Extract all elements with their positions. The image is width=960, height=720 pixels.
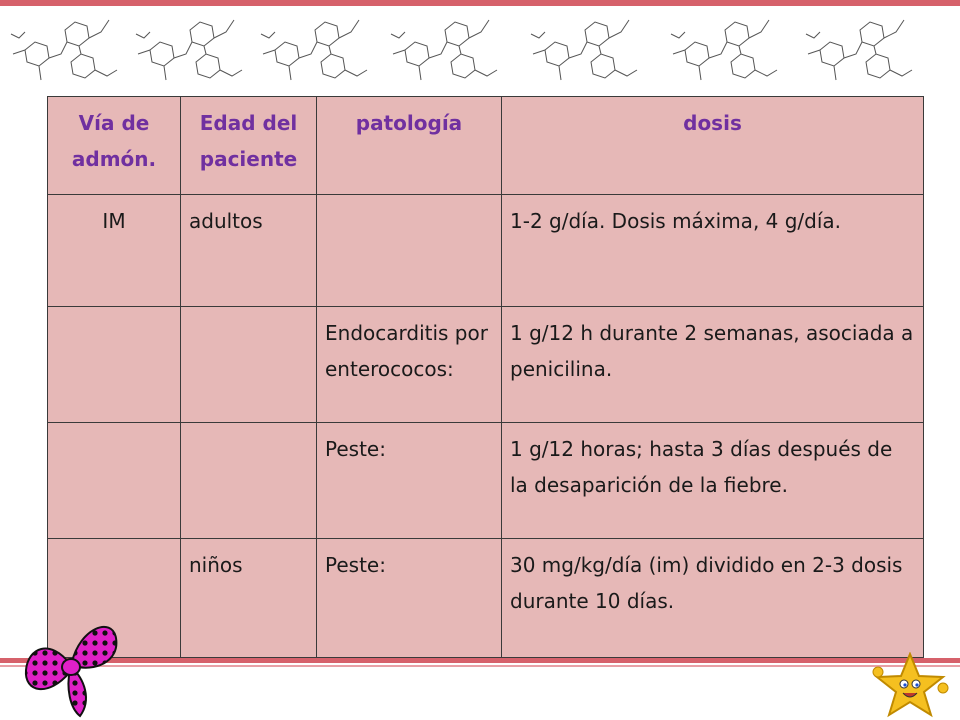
header-dosis: dosis	[502, 97, 924, 195]
bottom-accent-bar	[0, 658, 960, 663]
header-via: Vía de admón.	[48, 97, 181, 195]
header-edad: Edad del paciente	[181, 97, 317, 195]
table-row	[48, 307, 924, 423]
chemical-structure-icon	[525, 10, 645, 94]
polka-dot-bow-icon	[20, 608, 120, 720]
cell-edad: adultos	[181, 195, 317, 307]
chemical-structure-icon	[800, 10, 920, 94]
cell-dosis: 1 g/12 horas; hasta 3 días después de la desaparición de la fiebre.	[502, 423, 924, 539]
cell-edad	[181, 423, 317, 539]
chemical-structure-icon	[5, 10, 125, 94]
table-row	[48, 195, 924, 307]
cell-edad: niños	[181, 539, 317, 658]
cell-patologia: Peste:	[317, 539, 502, 658]
table-row	[48, 539, 924, 658]
cell-patologia: Peste:	[317, 423, 502, 539]
bottom-accent-line	[0, 665, 960, 667]
chemical-structure-icon	[130, 10, 250, 94]
chemical-structure-icon	[385, 10, 505, 94]
chemical-structure-strip	[0, 6, 960, 96]
cell-edad	[181, 307, 317, 423]
cell-dosis: 30 mg/kg/día (im) dividido en 2-3 dosis durante 10 días.	[502, 539, 924, 658]
table-header-row	[48, 97, 924, 195]
cell-dosis: 1-2 g/día. Dosis máxima, 4 g/día.	[502, 195, 924, 307]
chemical-structure-icon	[665, 10, 785, 94]
cell-patologia: Endocarditis por enterococos:	[317, 307, 502, 423]
dosage-table	[47, 96, 924, 658]
table-row	[48, 423, 924, 539]
cell-via	[48, 423, 181, 539]
cell-patologia	[317, 195, 502, 307]
cell-dosis: 1 g/12 h durante 2 semanas, asociada a penicilina.	[502, 307, 924, 423]
chemical-structure-icon	[255, 10, 375, 94]
header-patologia: patología	[317, 97, 502, 195]
cell-via	[48, 307, 181, 423]
cell-via: IM	[48, 195, 181, 307]
smiling-star-icon	[870, 652, 950, 718]
